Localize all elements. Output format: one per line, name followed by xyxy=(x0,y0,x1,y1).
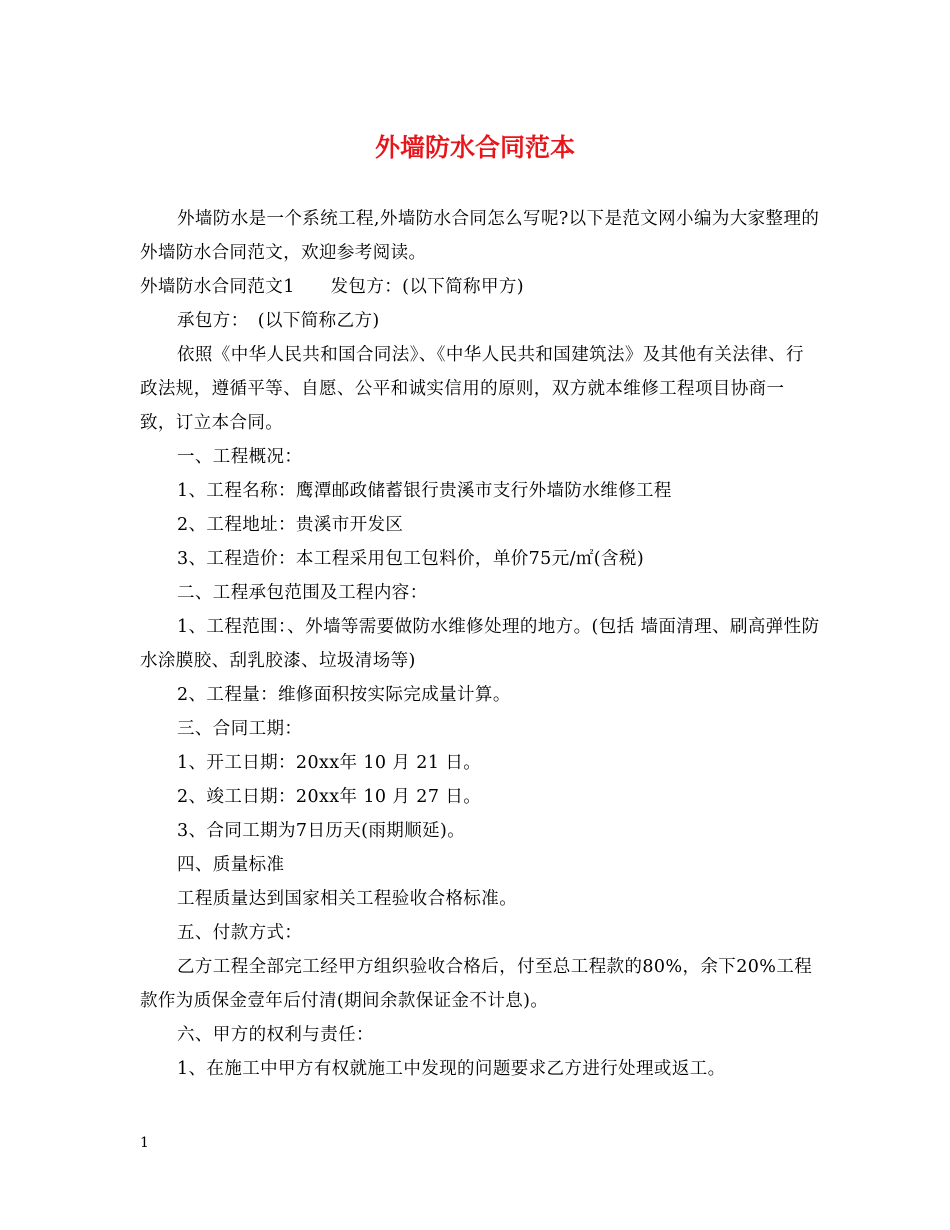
list-item-project-address: 2、工程地址：贵溪市开发区 xyxy=(177,515,404,535)
document-body xyxy=(140,202,820,1086)
list-item-party-a-right-1: 1、在施工中甲方有权就施工中发现的问题要求乙方进行处理或返工。 xyxy=(177,1059,726,1079)
paragraph-quality: 工程质量达到国家相关工程验收合格标准。 xyxy=(177,889,518,909)
list-item-project-cost: 3、工程造价：本工程采用包工包料价，单价75元/㎡(含税) xyxy=(177,549,645,569)
list-item-project-scope: 1、工程范围：、外墙等需要做防水维修处理的地方。(包括 墙面清理、刷高弹性防水涂膜胶、刮乳胶漆、垃圾清场等) xyxy=(140,617,820,671)
section-heading-quality: 四、质量标准 xyxy=(177,855,285,875)
list-item-workload: 2、工程量：维修面积按实际完成量计算。 xyxy=(177,685,511,705)
paragraph-contractor: 承包方： (以下简称乙方) xyxy=(177,311,380,331)
page-number: 1 xyxy=(140,1135,149,1151)
paragraph-payment: 乙方工程全部完工经甲方组织验收合格后，付至总工程款的80%，余下20%工程款作为质保金壹年后付清(期间余款保证金不计息)。 xyxy=(140,957,813,1011)
paragraph-intro: 外墙防水是一个系统工程,外墙防水合同怎么写呢?以下是范文网小编为大家整理的外墙防水合同范文，欢迎参考阅读。 xyxy=(140,209,820,263)
document-title: 外墙防水合同范本 xyxy=(374,133,575,162)
list-item-duration: 3、合同工期为7日历天(雨期顺延)。 xyxy=(177,821,466,841)
list-item-completion-date: 2、竣工日期：20xx年 10 月 27 日。 xyxy=(177,787,482,807)
section-heading-overview: 一、工程概况： xyxy=(177,447,303,467)
section-heading-party-a-rights: 六、甲方的权利与责任： xyxy=(177,1025,374,1045)
list-item-start-date: 1、开工日期：20xx年 10 月 21 日。 xyxy=(177,753,482,773)
section-heading-schedule: 三、合同工期： xyxy=(177,719,303,739)
section-heading-scope: 二、工程承包范围及工程内容： xyxy=(177,583,428,603)
section-heading-payment: 五、付款方式： xyxy=(177,923,303,943)
paragraph-legal-basis: 依照《中华人民共和国合同法》、《中华人民共和国建筑法》及其他有关法律、行政法规，遵循平等、自愿、公平和诚实信用的原则，双方就本维修工程项目协商一致，订立本合同。 xyxy=(140,345,804,433)
paragraph-employer: 外墙防水合同范文1 发包方：(以下简称甲方) xyxy=(140,277,524,297)
list-item-project-name: 1、工程名称：鹰潭邮政储蓄银行贵溪市支行外墙防水维修工程 xyxy=(177,481,672,501)
